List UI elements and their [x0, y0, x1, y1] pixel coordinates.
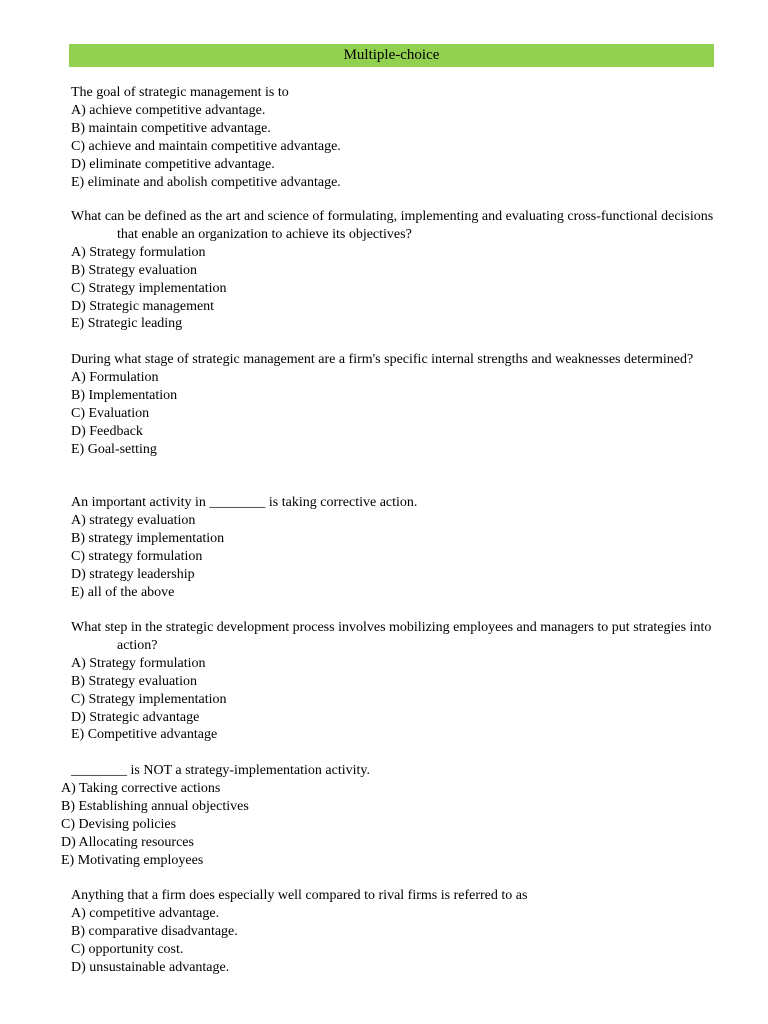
question-stem: ________ is NOT a strategy-implementation activity.: [71, 763, 370, 778]
question-stem: Anything that a firm does especially well compared to rival firms is referred to as: [71, 888, 528, 903]
answer-option-d: D) strategy leadership: [71, 566, 195, 582]
question-4: [71, 494, 721, 601]
question-5: [71, 619, 721, 744]
answer-option-a: A) Taking corrective actions: [61, 780, 221, 796]
answer-option-e: E) Competitive advantage: [71, 727, 218, 743]
question-stem: What can be defined as the art and science of formulating, implementing and evaluating cross-functional decisions that enable an organization to achieve its objectives?: [71, 209, 714, 242]
question-stem: During what stage of strategic management are a firm's specific internal strengths and weaknesses determined?: [71, 352, 694, 367]
question-7: [71, 887, 721, 977]
answer-option-c: C) Strategy implementation: [71, 691, 227, 707]
answer-option-c: C) Evaluation: [71, 405, 150, 421]
answer-option-c: C) achieve and maintain competitive advantage.: [71, 138, 341, 154]
answer-option-a: A) competitive advantage.: [71, 905, 220, 921]
answer-option-c: C) strategy formulation: [71, 548, 203, 564]
answer-option-d: D) eliminate competitive advantage.: [71, 156, 275, 172]
question-stem: An important activity in ________ is taking corrective action.: [71, 495, 418, 510]
question-6: [61, 762, 711, 869]
answer-option-a: A) Strategy formulation: [71, 655, 206, 671]
answer-option-d: D) Strategic advantage: [71, 709, 200, 725]
question-3: [71, 351, 721, 458]
answer-option-e: E) Strategic leading: [71, 316, 183, 332]
answer-option-c: C) Devising policies: [61, 816, 177, 832]
answer-option-a: A) achieve competitive advantage.: [71, 102, 266, 118]
answer-option-b: B) Implementation: [71, 387, 178, 403]
question-stem: What step in the strategic development process involves mobilizing employees and managers to put strategies into action?: [71, 620, 712, 653]
answer-option-b: B) Establishing annual objectives: [61, 798, 249, 814]
answer-option-c: C) Strategy implementation: [71, 280, 227, 296]
answer-option-e: E) all of the above: [71, 584, 175, 600]
answer-option-b: B) Strategy evaluation: [71, 262, 197, 278]
answer-option-d: D) Allocating resources: [61, 834, 194, 850]
answer-option-d: D) unsustainable advantage.: [71, 959, 230, 975]
answer-option-e: E) Goal-setting: [71, 441, 157, 457]
section-heading-bar: [69, 44, 714, 67]
answer-option-d: D) Strategic management: [71, 298, 215, 314]
question-stem: The goal of strategic management is to: [71, 85, 289, 100]
answer-option-a: A) Formulation: [71, 369, 159, 385]
answer-option-b: B) comparative disadvantage.: [71, 923, 238, 939]
answer-option-b: B) Strategy evaluation: [71, 673, 197, 689]
answer-option-d: D) Feedback: [71, 423, 143, 439]
answer-option-a: A) strategy evaluation: [71, 512, 196, 528]
answer-option-c: C) opportunity cost.: [71, 941, 184, 957]
answer-option-b: B) strategy implementation: [71, 530, 225, 546]
question-2: [71, 208, 721, 333]
answer-option-e: E) Motivating employees: [61, 852, 204, 868]
answer-option-e: E) eliminate and abolish competitive advantage.: [71, 174, 341, 190]
section-heading: Multiple-choice: [343, 47, 440, 63]
answer-option-b: B) maintain competitive advantage.: [71, 120, 271, 136]
question-1: [71, 84, 721, 191]
answer-option-a: A) Strategy formulation: [71, 244, 206, 260]
